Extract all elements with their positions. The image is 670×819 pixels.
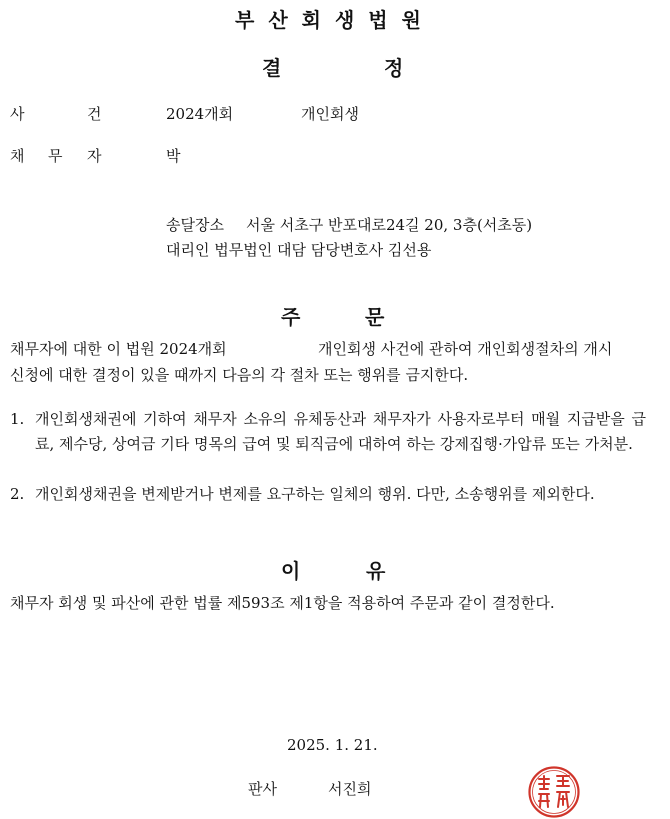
order-item-text: 개인회생채권을 변제받거나 변제를 요구하는 일체의 행위. 다만, 소송행위를 제외한다. xyxy=(35,485,595,503)
judge-title: 판사 xyxy=(248,780,277,798)
order-item xyxy=(10,482,646,507)
service-label: 송달장소 xyxy=(166,216,224,234)
service-address: 서울 서초구 반포대로24길 20, 3층(서초동) xyxy=(246,216,533,234)
order-item-text: 개인회생채권에 기하여 채무자 소유의 유체동산과 채무자가 사용자로부터 매월 지급받을 급료, 제수당, 상여금 기타 명목의 급여 및 퇴직금에 대하여 하는 강제집행·가압류 또는 가처분. xyxy=(35,410,646,453)
doc-type-left: 결 xyxy=(262,56,282,80)
court-name: 부산회생법원 xyxy=(235,8,435,32)
order-intro-line2: 신청에 대한 결정이 있을 때까지 다음의 각 절차 또는 행위를 금지한다. xyxy=(10,366,469,384)
case-year: 2024개회 xyxy=(166,105,234,123)
debtor-name: 박 xyxy=(166,147,181,165)
case-type: 개인회생 xyxy=(301,105,359,123)
order-intro-a: 채무자에 대한 이 법원 2024개회 xyxy=(10,340,227,358)
reason-text: 채무자 회생 및 파산에 관한 법률 제593조 제1항을 적용하여 주문과 같이 결정한다. xyxy=(10,594,555,612)
order-intro-b: 개인회생 사건에 관하여 개인회생절차의 개시 xyxy=(318,340,613,358)
doc-type-right: 정 xyxy=(384,56,404,80)
order-item-number: 2. xyxy=(10,485,25,503)
judge-seal-stamp xyxy=(527,765,581,819)
order-item xyxy=(10,407,646,457)
reason-heading-right: 유 xyxy=(366,559,386,583)
order-heading-right: 문 xyxy=(365,305,385,329)
judge-name: 서진희 xyxy=(328,780,372,798)
reason-heading-left: 이 xyxy=(281,559,301,583)
order-heading-left: 주 xyxy=(281,305,301,329)
order-item-number: 1. xyxy=(10,410,25,428)
decision-date: 2025. 1. 21. xyxy=(287,736,378,754)
agent-info: 대리인 법무법인 대담 담당변호사 김선용 xyxy=(166,241,432,259)
